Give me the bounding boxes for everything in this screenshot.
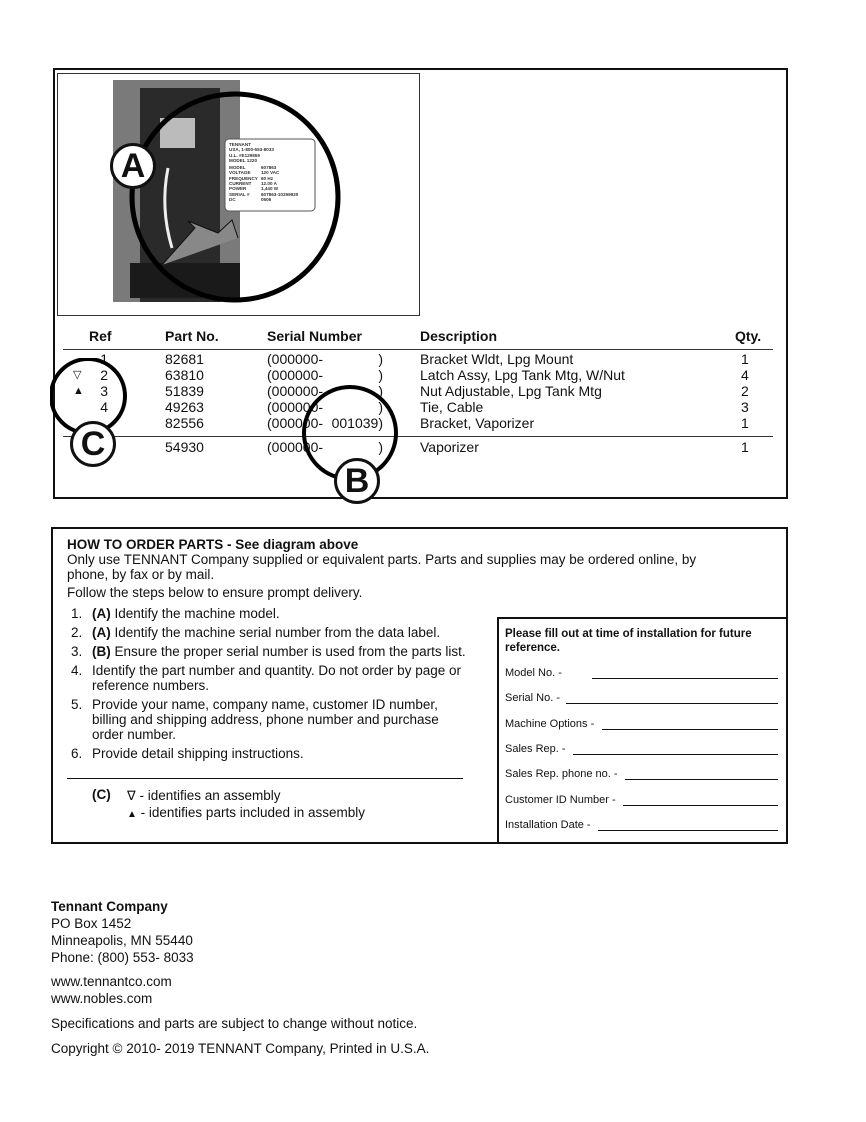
label-value: 120 VAC	[261, 170, 280, 176]
step-tag: (A)	[92, 625, 111, 640]
label-key: DC	[229, 196, 236, 202]
address-line: PO Box 1452	[51, 916, 132, 931]
part-number: 63810	[165, 367, 204, 383]
description: Vaporizer	[420, 439, 479, 455]
serial-end: )	[378, 399, 383, 415]
form-field-label: Machine Options -	[505, 717, 595, 730]
ref-number: 3	[100, 383, 108, 399]
header-ref: Ref	[89, 328, 112, 344]
legend	[127, 787, 365, 823]
label-line: USA, 1-800-553-8033	[229, 147, 274, 153]
order-step	[71, 746, 471, 761]
step-number: 3.	[71, 644, 83, 659]
website-link[interactable]: www.tennantco.com	[51, 974, 172, 989]
label-key: CURRENT	[229, 181, 252, 187]
serial-start: (000000-	[267, 351, 324, 367]
serial-start: (000000-	[267, 399, 324, 415]
step-number: 5.	[71, 697, 83, 712]
step-text: Provide your name, company name, customer ID number, billing and shipping address, phone number and purchase order number.	[92, 697, 439, 742]
legend-item	[127, 787, 365, 804]
form-title: Please fill out at time of installation for future reference.	[505, 628, 752, 654]
ref-number: 2	[100, 367, 108, 383]
header-qty: Qty.	[735, 328, 762, 344]
legend-text: - identifies an assembly	[135, 788, 281, 803]
header-rule	[63, 349, 773, 350]
description: Bracket Wldt, Lpg Mount	[420, 351, 574, 367]
legend-text: - identifies parts included in assembly	[136, 805, 366, 820]
quantity: 1	[741, 439, 749, 455]
label-key: FREQUENCY	[229, 175, 258, 181]
header-part: Part No.	[165, 328, 219, 344]
order-step	[71, 644, 471, 659]
serial-end: )	[378, 367, 383, 383]
order-step	[71, 606, 471, 621]
website-link[interactable]: www.nobles.com	[51, 991, 153, 1006]
notice: Specifications and parts are subject to change without notice.	[51, 1016, 418, 1031]
form-field-input[interactable]	[573, 754, 778, 755]
order-step	[71, 663, 471, 693]
step-number: 1.	[71, 606, 83, 621]
part-number: 54930	[165, 439, 204, 455]
form-field-input[interactable]	[623, 805, 778, 806]
quantity: 4	[741, 367, 749, 383]
step-tag: (B)	[92, 644, 111, 659]
serial-start: (000000-	[267, 415, 324, 431]
label-value: 12.00 A	[261, 181, 277, 187]
quantity: 1	[741, 351, 749, 367]
description: Nut Adjustable, Lpg Tank Mtg	[420, 383, 602, 399]
open-triangle-icon: ∇	[127, 788, 136, 803]
installation-form	[497, 617, 788, 844]
steps-rule	[67, 778, 463, 779]
serial-start: (000000-	[267, 439, 324, 455]
label-key: MODEL	[229, 165, 246, 171]
label-value: 0506	[261, 196, 272, 202]
order-intro	[67, 537, 727, 600]
step-text: Ensure the proper serial number is used from the parts list.	[110, 644, 466, 659]
ref-number: 4	[100, 399, 108, 415]
form-field-label: Model No. -	[505, 667, 562, 679]
description: Tie, Cable	[420, 399, 484, 415]
label-line: U.L. #E129859	[229, 152, 260, 158]
order-step	[71, 625, 471, 640]
step-text: Identify the machine model.	[110, 606, 280, 621]
form-field-input[interactable]	[592, 678, 778, 679]
callout-b: B	[334, 458, 380, 504]
quantity: 1	[741, 415, 749, 431]
part-number: 49263	[165, 399, 204, 415]
part-number: 82681	[165, 351, 204, 367]
label-line: TENNANT	[229, 142, 251, 147]
step-number: 2.	[71, 625, 83, 640]
phone: Phone: (800) 553- 8033	[51, 950, 194, 965]
legend-tag: (C)	[92, 787, 111, 802]
part-number: 82556	[165, 415, 204, 431]
label-line: MODEL 1220	[229, 157, 257, 163]
description: Latch Assy, Lpg Tank Mtg, W/Nut	[420, 367, 625, 383]
data-label	[229, 142, 298, 202]
legend-item	[127, 804, 365, 823]
form-field-label: Installation Date -	[505, 818, 591, 831]
description: Bracket, Vaporizer	[420, 415, 535, 431]
serial-end: )	[378, 351, 383, 367]
label-key: SERIAL #	[229, 191, 250, 197]
assembly-mark: ▽	[73, 369, 82, 381]
form-field-input[interactable]	[566, 703, 778, 704]
serial-end: 001039)	[331, 415, 383, 431]
serial-start: (000000-	[267, 383, 324, 399]
form-field-label: Customer ID Number -	[505, 793, 616, 806]
part-number: 51839	[165, 383, 204, 399]
order-steps	[71, 606, 471, 765]
callout-a: A	[110, 143, 156, 189]
header-description: Description	[420, 328, 498, 344]
order-follow: Follow the steps below to ensure prompt delivery.	[67, 585, 363, 600]
step-text: Provide detail shipping instructions.	[92, 746, 304, 761]
form-field-input[interactable]	[602, 729, 778, 730]
label-value: 607863	[261, 165, 277, 171]
label-key: VOLTAGE	[229, 170, 251, 176]
address-line: Minneapolis, MN 55440	[51, 933, 193, 948]
form-field-label: Serial No. -	[505, 692, 561, 705]
label-value: 1,440 W	[261, 186, 279, 192]
form-field-input[interactable]	[598, 830, 778, 831]
serial-start: (000000-	[267, 367, 324, 383]
filled-triangle-icon: ▲	[127, 809, 137, 820]
order-intro-text: Only use TENNANT Company supplied or equivalent parts. Parts and supplies may be ordered online, by phone, by fax or by mail.	[67, 552, 697, 582]
company-address	[51, 898, 429, 1057]
step-number: 4.	[71, 663, 83, 678]
step-number: 6.	[71, 746, 83, 761]
form-field-label: Sales Rep. phone no. -	[505, 768, 618, 781]
header-serial: Serial Number	[267, 328, 362, 344]
quantity: 2	[741, 383, 749, 399]
step-tag: (A)	[92, 606, 111, 621]
company-name: Tennant Company	[51, 899, 168, 914]
assembly-mark: ▲	[73, 385, 84, 397]
form-field-input[interactable]	[625, 779, 778, 780]
serial-end: )	[378, 439, 383, 455]
order-title: HOW TO ORDER PARTS - See diagram above	[67, 537, 359, 552]
callout-c: C	[70, 421, 116, 467]
label-value: 607863-10299920	[261, 191, 299, 197]
order-step	[71, 697, 471, 742]
label-field	[229, 197, 298, 202]
label-value: 60 Hz	[261, 175, 274, 181]
label-key: POWER	[229, 186, 247, 192]
serial-end: )	[378, 383, 383, 399]
step-text: Identify the machine serial number from the data label.	[110, 625, 441, 640]
ref-number: 1	[100, 351, 108, 367]
copyright: Copyright © 2010- 2019 TENNANT Company, Printed in U.S.A.	[51, 1041, 430, 1056]
form-field-label: Sales Rep. -	[505, 742, 566, 755]
step-text: Identify the part number and quantity. Do not order by page or reference numbers.	[92, 663, 461, 693]
quantity: 3	[741, 399, 749, 415]
